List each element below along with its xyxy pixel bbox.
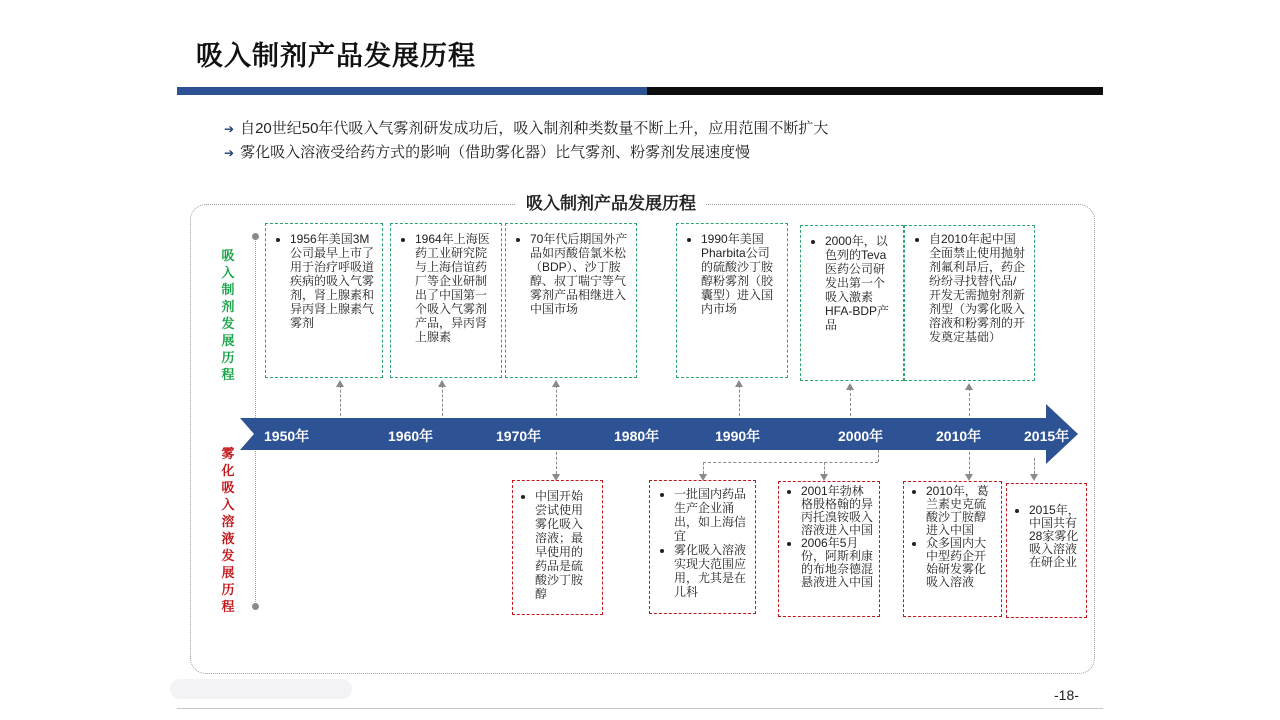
timeline-event-text: • 1964年上海医药工业研究院与上海信谊药厂等企业研制出了中国第一个吸入气雾剂产品，异丙肾上腺素 [415,232,493,344]
connector-line [442,385,443,416]
side-label-nebulizer: 雾化吸入溶液发展历程 [221,446,235,614]
divider-dot-top [252,233,259,240]
year-label: 2000年 [838,428,884,444]
top-box-1970s [505,223,637,378]
intro-bullets [224,117,828,165]
connector-line [969,452,970,474]
arrow-bullet-icon: ➔ [224,122,235,136]
connector-line [340,385,341,416]
timeline-event-text: • 2015年，中国共有28家雾化吸入溶液在研企业 [1029,504,1080,569]
bottom-box-2001-2006 [778,481,880,617]
top-box-1990 [676,223,788,378]
connector-line [556,385,557,416]
year-label: 1990年 [715,428,761,444]
connector-line [739,385,740,416]
timeline-event-text: • 众多国内大中型药企开始研发雾化吸入溶液 [926,537,995,589]
bottom-box-2015 [1006,483,1087,618]
footer-divider [177,708,1103,709]
arrow-up-icon [965,383,973,390]
title-underline-black [647,87,1103,95]
timeline-event-text: • 雾化吸入溶液实现大范围应用，尤其是在儿科 [674,543,747,599]
year-label: 1950年 [264,428,310,444]
decorative-blur [170,679,352,699]
bullet-item: ➔ 雾化吸入溶液受给药方式的影响（借助雾化器）比气雾剂、粉雾剂发展速度慢 [224,144,751,161]
arrow-up-icon [846,383,854,390]
bottom-box-domestic [649,480,756,614]
bullet-item: ➔ 自20世纪50年代吸入气雾剂研发成功后，吸入制剂种类数量不断上升，应用范围不断扩大 [224,120,829,137]
top-box-2000 [800,225,904,381]
timeline-event-text: • 1990年美国Pharbita公司的硫酸沙丁胺醇粉雾剂（胶囊型）进入国内市场 [701,232,779,316]
arrow-down-icon [965,474,973,481]
year-label: 1960年 [388,428,434,444]
connector-line [824,462,825,474]
arrow-up-icon [438,380,446,387]
divider-dot-bottom [252,603,259,610]
timeline-event-text: • 2010年，葛兰素史克硫酸沙丁胺醇进入中国 [926,485,995,537]
arrow-up-icon [552,380,560,387]
connector-line [703,462,878,463]
timeline-event-text: • 2006年5月份，阿斯利康的布地奈德混悬液进入中国 [801,537,873,589]
top-box-1964 [390,223,502,378]
connector-line [556,452,557,474]
timeline-event-text: • 2001年勃林格殷格翰的异丙托溴铵吸入溶液进入中国 [801,485,873,537]
year-label: 1970年 [496,428,542,444]
page-title: 吸入制剂产品发展历程 [196,41,476,71]
arrow-up-icon [735,380,743,387]
timeline-event-text: • 70年代后期国外产品如丙酸倍氯米松（BDP）、沙丁胺醇、叔丁喘宁等气雾剂产品相继进入中国市场 [530,232,628,316]
timeline-event-text: • 1956年美国3M公司最早上市了用于治疗呼吸道疾病的吸入气雾剂，肾上腺素和异丙肾上腺素气雾剂 [290,232,374,330]
connector-line [969,388,970,416]
bottom-box-2010 [903,481,1002,617]
timeline-event-text: • 自2010年起中国全面禁止使用抛射剂氟利昂后，药企纷纷寻找替代品/开发无需抛射剂新剂型（为雾化吸入溶液和粉雾剂的开发奠定基础） [929,232,1026,344]
year-label: 2010年 [936,428,982,444]
timeline-title: 吸入制剂产品发展历程 [516,189,706,214]
arrow-up-icon [336,380,344,387]
arrow-down-icon [1030,474,1038,481]
timeline-event-text: • 一批国内药品生产企业涌出，如上海信宜 [674,487,747,543]
page-number: -18- [1054,687,1079,703]
top-box-2010 [904,225,1035,381]
bottom-box-china-start [512,480,603,615]
top-box-1956 [265,223,383,378]
connector-line [703,462,704,474]
year-label: 2015年 [1024,428,1070,444]
timeline-arrow-tail [240,418,254,450]
arrow-down-icon [820,474,828,481]
connector-line [1034,458,1035,474]
connector-line [850,388,851,416]
connector-line [878,450,879,462]
year-label: 1980年 [614,428,660,444]
side-label-inhalation: 吸入制剂发展历程 [221,248,235,382]
arrow-bullet-icon: ➔ [224,146,235,160]
timeline-event-text: • 中国开始尝试使用雾化吸入溶液；最早使用的药品是硫酸沙丁胺醇 [535,489,594,601]
title-underline-blue [177,87,647,95]
timeline-event-text: • 2000年，以色列的Teva医药公司研发出第一个吸入激素HFA-BDP产品 [825,234,895,332]
